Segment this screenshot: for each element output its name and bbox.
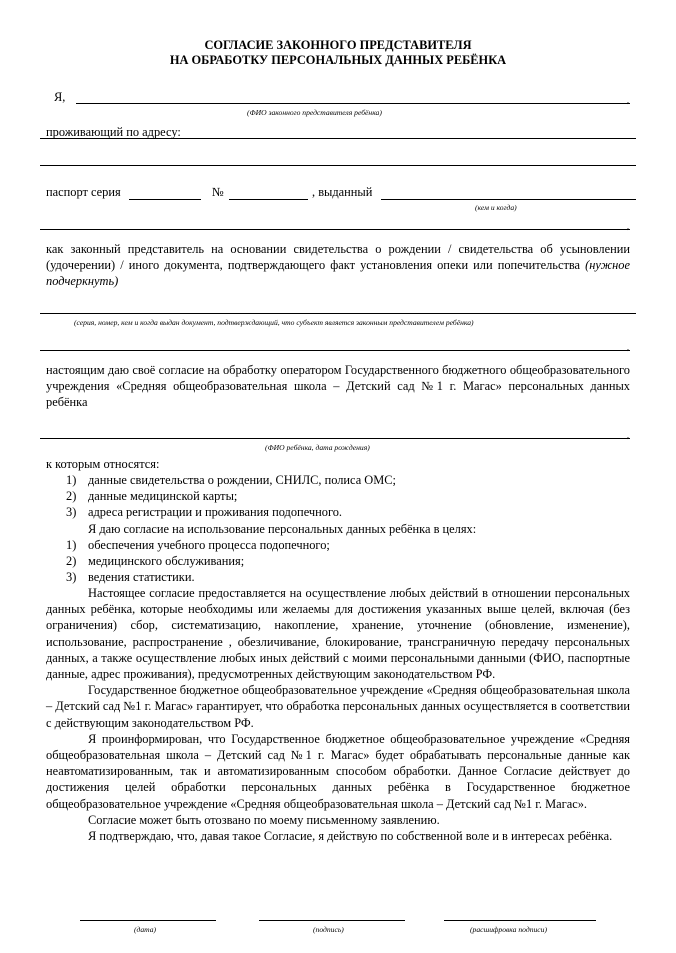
comma-2: , [627,222,629,231]
representative-doc-field-2[interactable] [40,350,630,351]
document-title [0,38,676,68]
address-label: проживающий по адресу: [46,125,181,139]
representative-text [46,241,630,290]
comma-1: , [627,96,629,105]
number-label: № [212,185,224,199]
issued-caption: (кем и когда) [475,203,517,212]
representative-note: (нужное подчеркнуть) [46,258,630,289]
representative-body: как законный представитель на основании свидетельства о рождении / свидетельства об усыновлении (удочерении) / иного документа, подтверждающего факт установления опеки или попечительства [46,242,630,273]
body-paragraphs [46,585,630,844]
paragraph-informed: Я проинформирован, что Государственное бюджетное общеобразовательное учреждение «Средняя общеобразовательная школа – Детский сад №1 г. Магас» будет обрабатывать персональные данные как неавтоматизированным, так и автоматизированным способом обработки. Данное Согласие действует до достижения целей обработки персональных данных ребёнка в Государственное бюджетное общеобразовательное учреждение «Средняя общеобразовательная школа – Детский сад №1 г. Магас». [46,731,630,811]
paragraph-guarantee: Государственное бюджетное общеобразовательное учреждение «Средняя общеобразовательная школа – Детский сад №1 г. Магас» гарантирует, что обработка персональных данных осуществляется в соответствии с действующим законодательством РФ. [46,683,630,730]
representative-doc-field[interactable] [40,313,636,314]
fio-representative-caption: (ФИО законного представителя ребёнка) [247,108,382,117]
paragraph-revocation: Согласие может быть отозвано по моему письменному заявлению. [88,812,440,827]
title-line-1: СОГЛАСИЕ ЗАКОННОГО ПРЕДСТАВИТЕЛЯ [204,38,472,52]
address-field-1[interactable] [40,138,636,139]
data-list-item: 2) данные медицинской карты; [66,489,238,504]
date-caption: (дата) [134,925,157,934]
child-fio-field[interactable] [40,438,630,439]
data-list-item: 1) данные свидетельства о рождении, СНИЛС, полиса ОМС; [66,473,396,487]
signature-field[interactable] [259,920,405,921]
data-list-intro: к которым относятся: [46,457,160,471]
issued-by-field-2[interactable] [40,229,630,230]
fio-representative-field[interactable] [76,103,630,104]
signature-caption: (подпись) [313,925,344,934]
passport-label: паспорт серия [46,185,121,199]
signature-decode-field[interactable] [444,920,596,921]
data-list [66,472,396,521]
ya-label: Я, [54,90,66,104]
purpose-item: 2) медицинского обслуживания; [66,554,245,569]
consent-text: настоящим даю своё согласие на обработку оператором Государственного бюджетного общеобразовательного учреждения «Средняя общеобразовательная школа – Детский сад №1 г. Магас» персональных данных ребёнка [46,363,630,410]
issued-label: , выданный [312,185,373,199]
date-field[interactable] [80,920,216,921]
passport-series-field[interactable] [129,199,201,200]
paragraph-scope: Настоящее согласие предоставляется на осуществление любых действий в отношении персональных данных ребёнка, которые необходимы или желаемы для достижения указанных выше целей, включая (без ограничения) сбор, систематизацию, накопление, хранение, уточнение (обновление, изменение), использование, распространение , обезличивание, блокирование, трансграничную передачу персональных данных, а также осуществление любых иных действий с моими персональными данными (ФИО, паспортные данные, адрес проживания), предусмотренных действующим законодательством РФ. [46,586,630,682]
data-list-item: 3) адреса регистрации и проживания подопечного. [66,505,343,520]
passport-number-field[interactable] [229,199,308,200]
paragraph-confirmation: Я подтверждаю, что, давая такое Согласие, я действую по собственной воле и в интересах ребёнка. [88,829,613,844]
child-fio-caption: (ФИО ребёнка, дата рождения) [265,443,370,452]
comma-4: , [627,431,629,440]
purpose-item: 3) ведения статистики. [66,570,195,585]
purpose-item: 1) обеспечения учебного процесса подопечного; [66,538,330,552]
issued-by-field[interactable] [381,199,636,200]
purposes-list [66,537,330,586]
signature-decode-caption: (расшифровка подписи) [470,925,547,934]
title-line-2: НА ОБРАБОТКУ ПЕРСОНАЛЬНЫХ ДАННЫХ РЕБЁНКА [169,53,507,67]
comma-3: , [627,343,629,352]
address-field-2[interactable] [40,165,636,166]
representative-caption: (серия, номер, кем и когда выдан документ, подтверждающий, что субъект является законным представителем ребёнка) [74,318,474,327]
purposes-intro: Я даю согласие на использование персональных данных ребёнка в целях: [88,522,477,536]
